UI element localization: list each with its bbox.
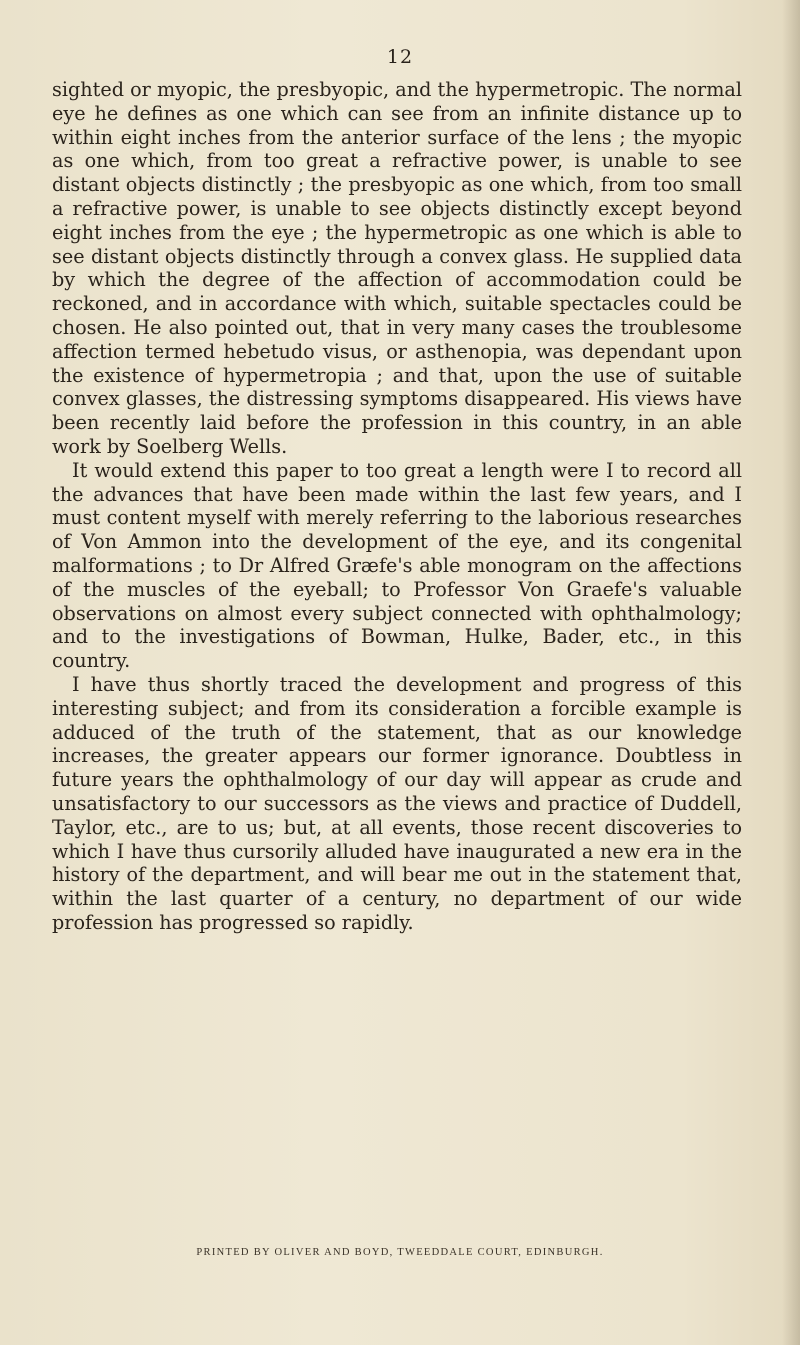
page-edge-shadow — [782, 0, 800, 1345]
page-number: 12 — [386, 46, 414, 68]
printer-imprint: PRINTED BY OLIVER AND BOYD, TWEEDDALE COURT, EDINBURGH. — [196, 1247, 604, 1258]
paragraph-1: sighted or myopic, the presbyopic, and the hypermetropic. The normal eye he defines as one which can see from an infinite distance up to within eight inches from the anterior surface of the lens ; the myopic as one which, from too great a refractive power, is unable to see distant objects distinctly ; the presbyopic as one which, from too small a refractive power, is unable to see objects distinctly except beyond eight inches from the eye ; the hypermetropic as one which is able to see distant objects distinctly through a convex glass. He supplied data by which the degree of the affection of accommodation could be reckoned, and in accordance with which, suitable spectacles could be chosen. He also pointed out, that in very many cases the troublesome affection termed hebetudo visus, or asthenopia, was dependant upon the existence of hypermetropia ; and that, upon the use of suitable convex glasses, the distressing symptoms disappeared. His views have been recently laid before the profession in this country, in an able work by Soelberg Wells. — [52, 78, 742, 458]
paragraph-2: It would extend this paper to too great a length were I to record all the advances that have been made within the last few years, and I must content myself with merely referring to the laborious researches of Von Ammon into the development of the eye, and its congenital malformations ; to Dr Alfred Græfe's able monogram on the affections of the muscles of the eyeball; to Professor Von Graefe's valuable observations on almost every subject connected with ophthalmology; and to the investigations of Bowman, Hulke, Bader, etc., in this country. — [52, 458, 742, 673]
paragraph-3: I have thus shortly traced the development and progress of this interesting subject; and from its consideration a forcible example is adduced of the truth of the statement, that as our knowledge increases, the greater appears our former ignorance. Doubtless in future years the ophthalmology of our day will appear as crude and unsatisfactory to our successors as the views and practice of Duddell, Taylor, etc., are to us; but, at all events, those recent discoveries to which I have thus cursorily alluded have inaugurated a new era in the history of the department, and will bear me out in the statement that, within the last quarter of a century, no department of our wide profession has progressed so rapidly. — [52, 672, 742, 934]
body-text — [52, 78, 742, 935]
